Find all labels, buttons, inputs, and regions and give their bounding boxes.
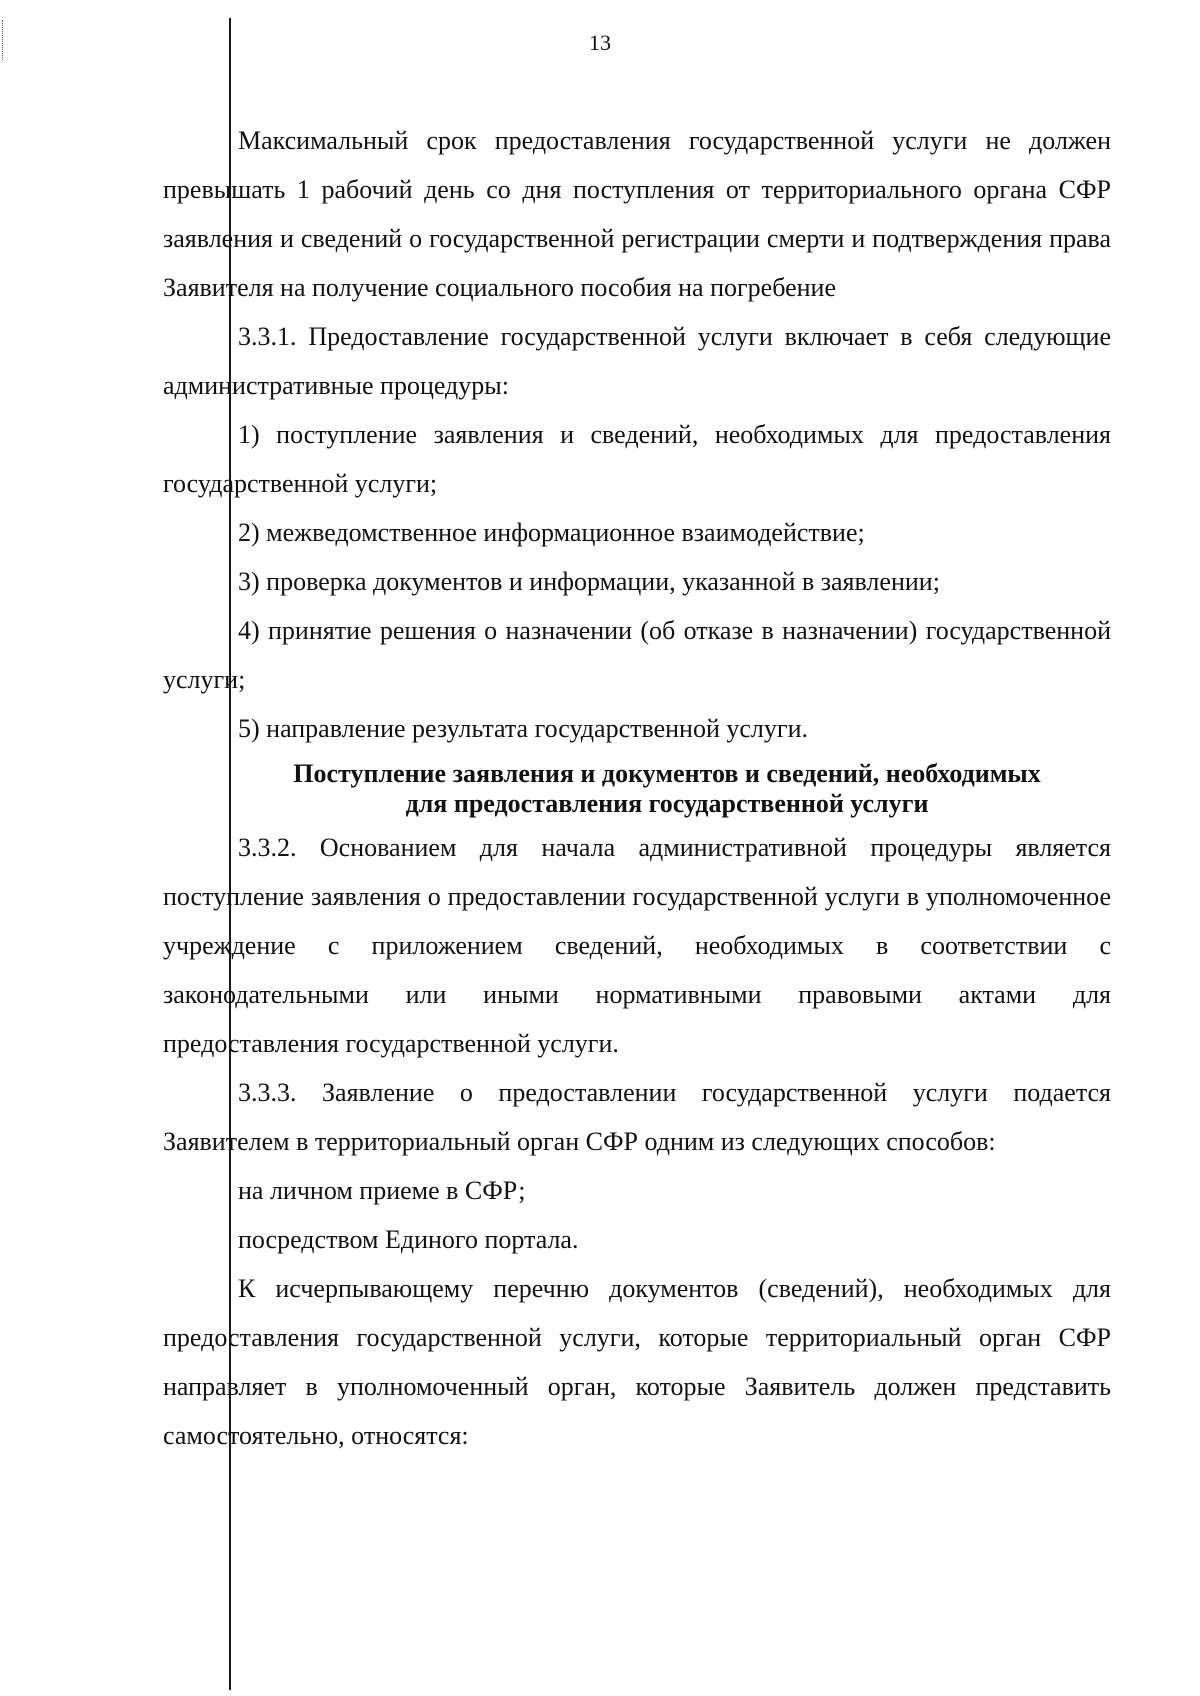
section-heading-line-1: Поступление заявления и документов и сведений, необходимых — [293, 759, 1041, 788]
paragraph-documents-list: К исчерпывающему перечню документов (сведений), необходимых для предоставления государственной услуги, которые территориальный орган СФР направляет в уполномоченный орган, которые Заявитель должен представить самостоятельно, относятся: — [163, 1274, 1111, 1450]
paragraph-max-term: Максимальный срок предоставления государственной услуги не должен превышать 1 рабочий день со дня поступления от территориального органа СФР заявления и сведений о государственной регистрации смерти и подтверждения права Заявителя на получение социального пособия на погребение — [163, 126, 1111, 302]
section-heading — [163, 759, 1111, 819]
method-in-person: на личном приеме в СФР; — [238, 1176, 526, 1205]
list-item-5: 5) направление результата государственной услуги. — [238, 714, 808, 743]
paragraph-3-3-3: 3.3.3. Заявление о предоставлении государственной услуги подается Заявителем в территориальный орган СФР одним из следующих способов: — [163, 1078, 1111, 1156]
paragraph-3-3-2: 3.3.2. Основанием для начала административной процедуры является поступление заявления о предоставлении государственной услуги в уполномоченное учреждение с приложением сведений, необходимых в соответствии с законодательными или иными нормативными правовыми актами для предоставления государственной услуги. — [163, 833, 1111, 1058]
document-body — [163, 116, 1111, 1460]
paragraph-3-3-1: 3.3.1. Предоставление государственной услуги включает в себя следующие административные процедуры: — [163, 322, 1111, 400]
list-item-2: 2) межведомственное информационное взаимодействие; — [238, 518, 865, 547]
section-heading-line-2: для предоставления государственной услуги — [405, 789, 929, 818]
method-portal: посредством Единого портала. — [238, 1225, 579, 1254]
list-item-1: 1) поступление заявления и сведений, необходимых для предоставления государственной услуги; — [163, 420, 1111, 498]
page-number: 13 — [589, 30, 611, 55]
list-item-4: 4) принятие решения о назначении (об отказе в назначении) государственной услуги; — [163, 616, 1111, 694]
list-item-3: 3) проверка документов и информации, указанной в заявлении; — [238, 567, 940, 596]
